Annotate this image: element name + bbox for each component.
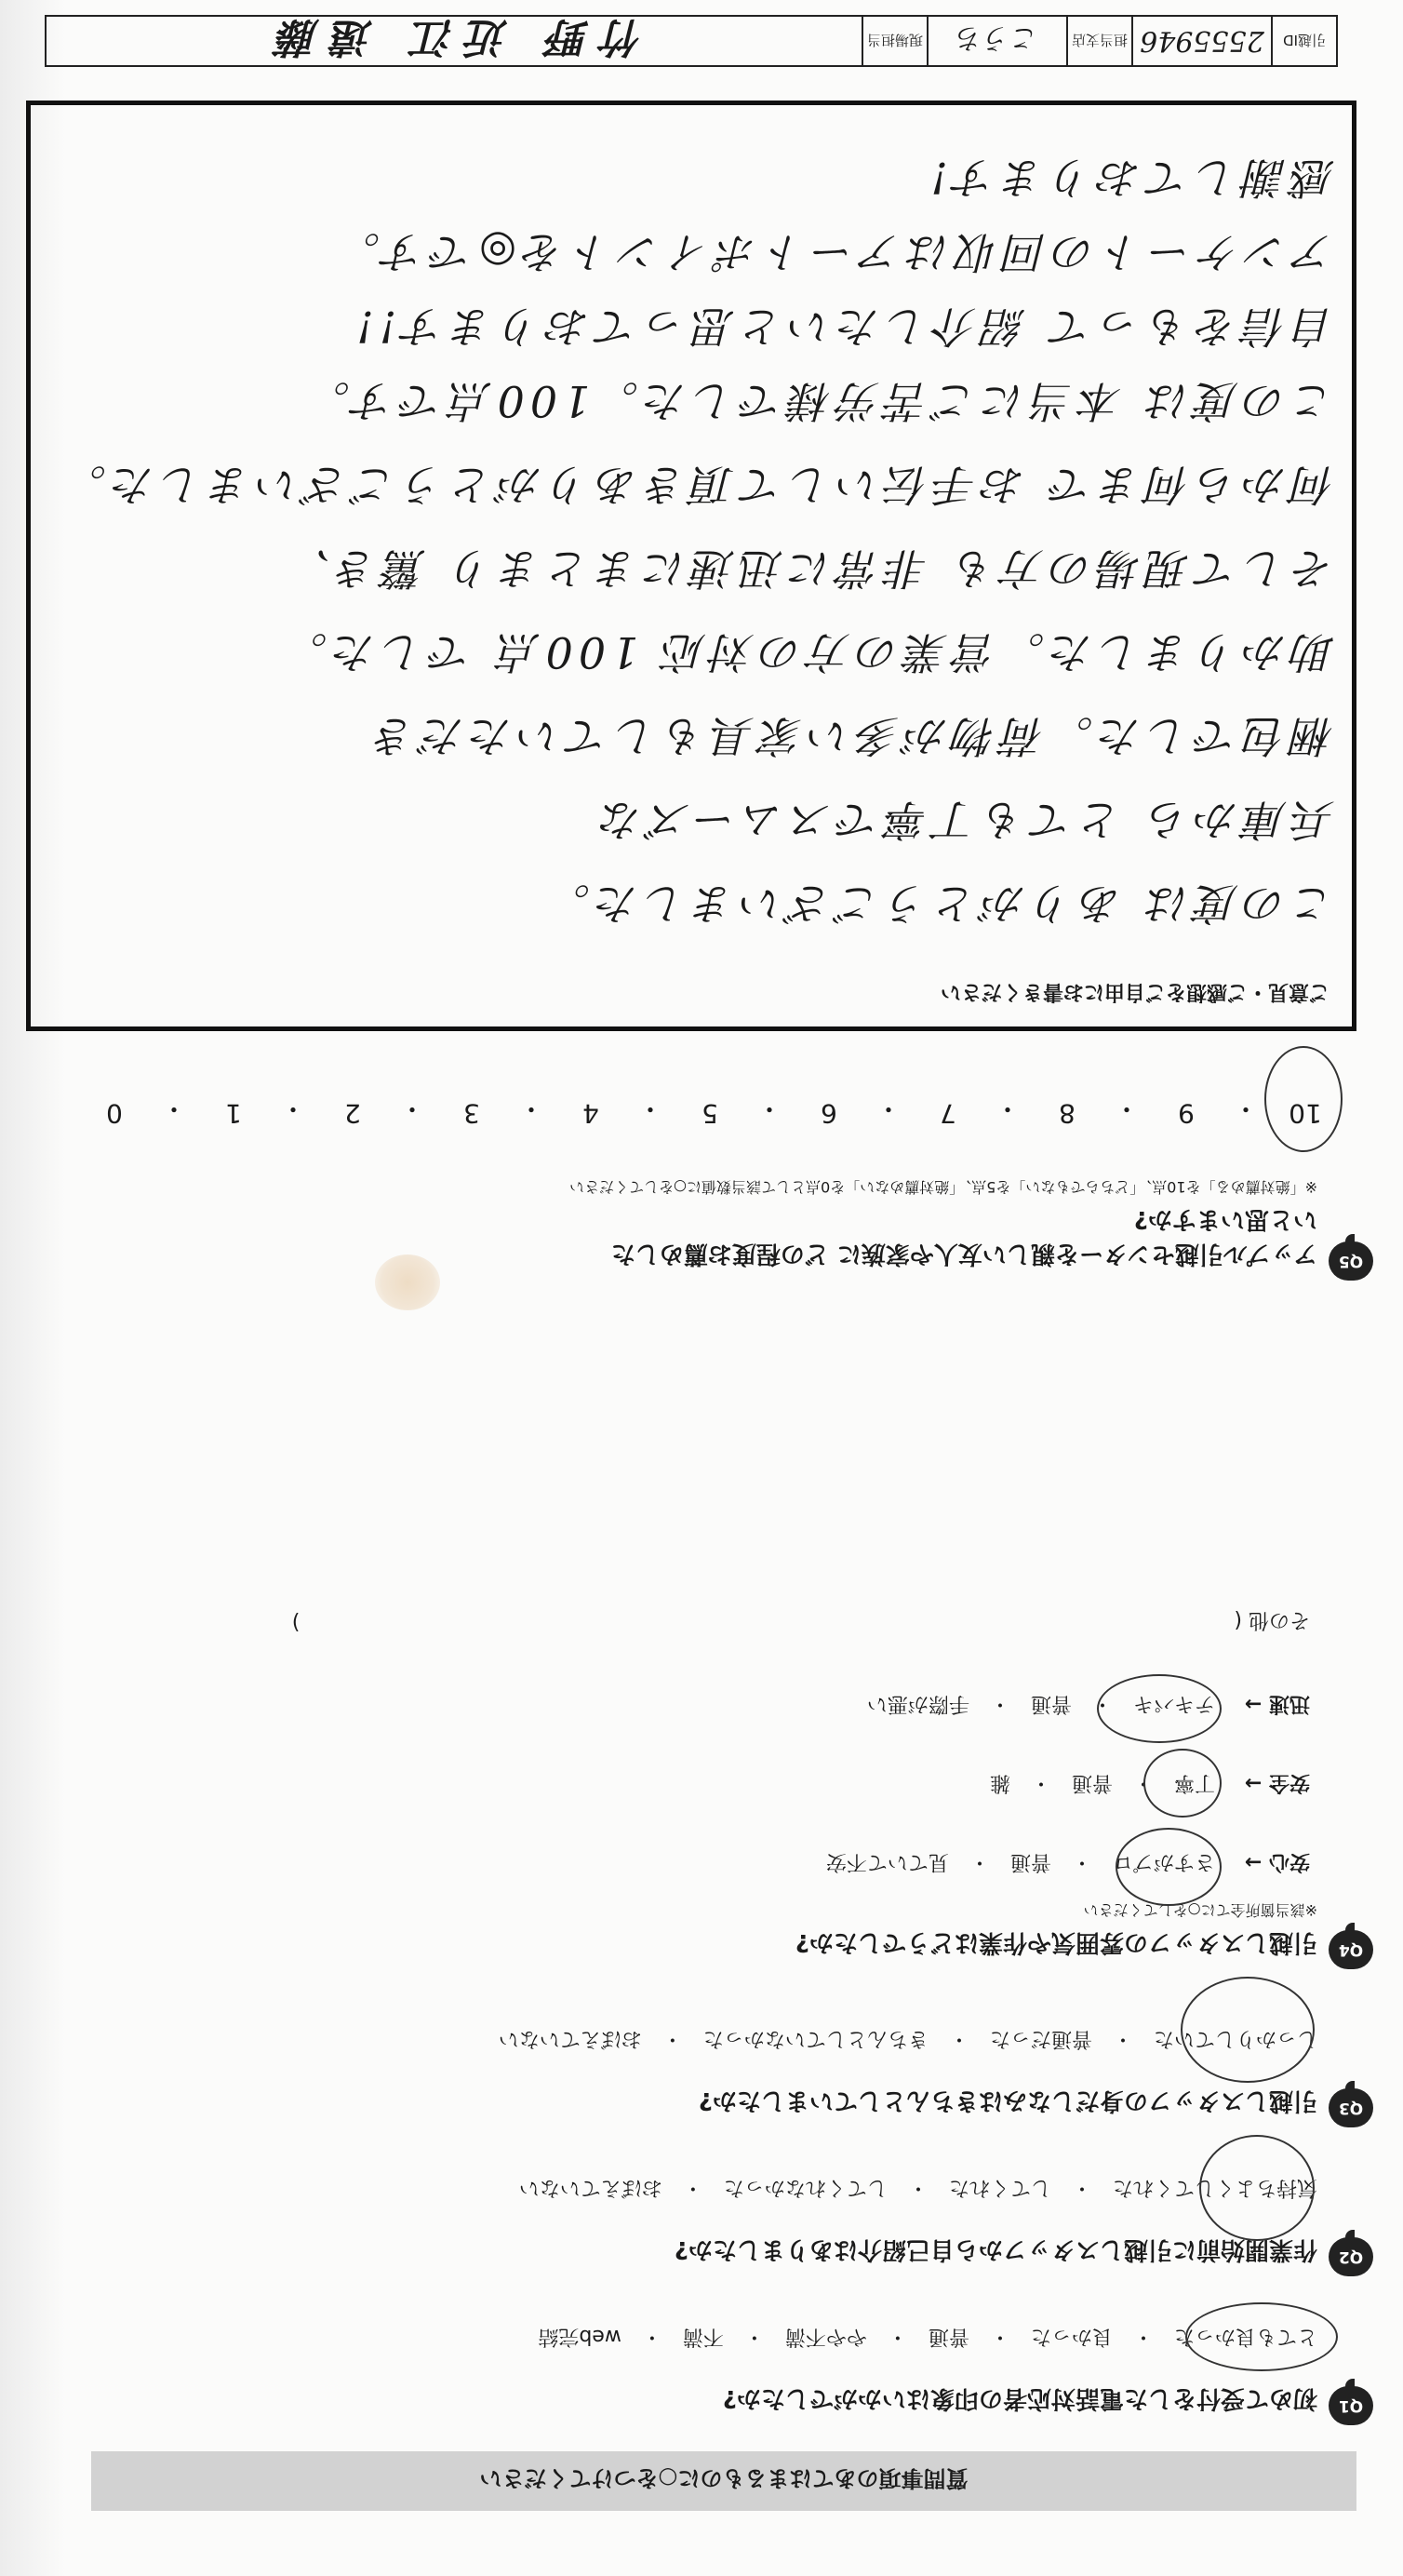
comment-line-7: この度は 本当にご苦労様でした。100点です。 bbox=[301, 376, 1335, 426]
meta-table bbox=[45, 15, 1338, 67]
q4-row-1-label: 安心 → bbox=[1244, 1850, 1310, 1873]
q5-score-5[interactable]: 5 bbox=[702, 1098, 718, 1129]
comment-line-5: そして現場の方も 非常に迅速にまとまり 驚き、 bbox=[282, 543, 1335, 594]
comment-line-8: 自信をもって 紹介したいと思っております!! bbox=[351, 302, 1335, 352]
coffee-stain bbox=[375, 1254, 440, 1310]
q4-row-3-circle bbox=[1097, 1674, 1222, 1743]
instructions-text: 質問事項のあてはまるものに○をつけてください bbox=[479, 2465, 969, 2492]
instructions-bar bbox=[91, 2451, 1356, 2511]
q4-row-1-option-1[interactable]: さすがプロ bbox=[1112, 1850, 1215, 1873]
q3-badge: Q3 bbox=[1329, 2088, 1373, 2127]
question-1 bbox=[89, 2383, 1364, 2418]
q2-option-2[interactable]: してくれた bbox=[948, 2176, 1051, 2199]
q1-option-4[interactable]: やや不満 bbox=[784, 2325, 867, 2348]
q1-option-6[interactable]: web完結 bbox=[538, 2325, 621, 2348]
q4-row-3-label: 迅速 → bbox=[1244, 1692, 1310, 1715]
q4-row-2-label: 安全 → bbox=[1244, 1771, 1310, 1794]
id-label: 引越ID bbox=[1271, 17, 1336, 65]
q1-options: とても良かった ・ 良かった ・ 普通 ・ やや不満 ・ 不満 ・ web完結 bbox=[71, 2324, 1317, 2353]
q5-score-1[interactable]: 1 bbox=[225, 1098, 242, 1129]
comments-heading: ご意見・ご感想をご自由にお書きください bbox=[940, 980, 1330, 1003]
q5-text: アップル引越センターを親しい友人や家族に どの程度お薦めしたいと思いますか? bbox=[610, 1205, 1317, 1268]
comment-line-1: この度は ありがとうございました。 bbox=[541, 879, 1335, 929]
q4-row-2-option-2[interactable]: 普通 bbox=[1071, 1771, 1113, 1794]
branch-label: 担当支店 bbox=[1066, 17, 1131, 65]
q3-options: しっかりしていた ・ 普通だった ・ きちんとしていなかった ・ おぼえていない bbox=[71, 2026, 1317, 2055]
q4-row-1-circle bbox=[1116, 1828, 1222, 1906]
q1-text: 初めて受付をした電話対応者の印象はいかがでしたか? bbox=[722, 2384, 1317, 2412]
q3-option-1[interactable]: しっかりしていた bbox=[1153, 2027, 1317, 2050]
q1-option-3[interactable]: 普通 bbox=[928, 2325, 969, 2348]
q5-badge: Q5 bbox=[1329, 1241, 1373, 1281]
id-value: 2555946 bbox=[1131, 17, 1271, 65]
q4-row-2-circle bbox=[1143, 1749, 1222, 1818]
comment-line-6: 何から何まで お手伝いして頂きありがとうございました。 bbox=[58, 460, 1335, 510]
comments-box[interactable] bbox=[26, 101, 1356, 1031]
comment-line-3: 梱包でした。荷物が多い家具もしていただき bbox=[367, 711, 1335, 761]
q4-row-3-option-2[interactable]: 普通 bbox=[1030, 1692, 1072, 1715]
branch-value: こうち bbox=[927, 17, 1066, 65]
q2-option-3[interactable]: してくれなかった bbox=[723, 2176, 888, 2199]
question-5 bbox=[89, 1177, 1364, 1273]
q1-option-5[interactable]: 不満 bbox=[682, 2325, 724, 2348]
q5-score-7[interactable]: 7 bbox=[940, 1098, 956, 1129]
q4-row-2-option-1[interactable]: 丁寧 bbox=[1173, 1771, 1215, 1794]
q3-answer-circle bbox=[1181, 1977, 1315, 2083]
q2-options: 気持ちよくしてくれた ・ してくれた ・ してくれなかった ・ おぼえていない bbox=[71, 2175, 1317, 2204]
q5-score-4[interactable]: 4 bbox=[582, 1098, 599, 1129]
comment-line-2: 兵庫から とても丁寧でスムーズな bbox=[594, 795, 1335, 845]
q2-option-1[interactable]: 気持ちよくしてくれた bbox=[1112, 2176, 1317, 2199]
q1-option-2[interactable]: 良かった bbox=[1030, 2325, 1113, 2348]
q5-scale: 10 ・ 9 ・ 8 ・ 7 ・ 6 ・ 5 ・ 4 ・ 3 ・ 2 ・ 1 ・ 0 bbox=[87, 1092, 1333, 1129]
q4-row-1-option-3[interactable]: 見ていて不安 bbox=[825, 1850, 949, 1873]
owner-value: 竹野 近江 遠藤 bbox=[264, 13, 644, 60]
q5-score-6[interactable]: 6 bbox=[821, 1098, 837, 1129]
q4-row-1-option-2[interactable]: 普通 bbox=[1009, 1850, 1051, 1873]
q4-badge: Q4 bbox=[1329, 1930, 1373, 1969]
q2-answer-circle bbox=[1199, 2135, 1315, 2241]
q4-other-close: ) bbox=[291, 1610, 301, 1633]
q1-answer-circle bbox=[1185, 2302, 1338, 2371]
q2-badge: Q2 bbox=[1329, 2237, 1373, 2276]
q3-option-2[interactable]: 普通だった bbox=[989, 2027, 1092, 2050]
q5-score-10[interactable]: 10 bbox=[1289, 1098, 1322, 1129]
q4-text: 引越しスタッフの雰囲気や作業はどうでしたか? bbox=[795, 1928, 1317, 1956]
q3-option-4[interactable]: おぼえていない bbox=[498, 2027, 642, 2050]
q4-other-label: その他 ( bbox=[1234, 1608, 1310, 1631]
q2-text: 作業開始前に引越しスタッフから自己紹介はありましたか? bbox=[674, 2235, 1317, 2263]
q5-answer-circle bbox=[1264, 1046, 1343, 1152]
comment-line-4: 助かりました。営業の方の対応 100点 でした。 bbox=[278, 627, 1335, 678]
q4-note: ※該当箇所全てに○をしてください bbox=[1083, 1901, 1317, 1919]
q4-other bbox=[63, 1607, 1310, 1636]
q5-score-8[interactable]: 8 bbox=[1059, 1098, 1076, 1129]
q4-row-jinsoku: 迅速 → テキパキ ・ 普通 ・ 手際が悪い bbox=[63, 1691, 1310, 1720]
question-2 bbox=[89, 2234, 1364, 2269]
q4-row-3-option-3[interactable]: 手際が悪い bbox=[866, 1692, 969, 1715]
q4-row-2-option-3[interactable]: 雑 bbox=[989, 1771, 1010, 1794]
q2-option-4[interactable]: おぼえていない bbox=[518, 2176, 662, 2199]
q3-option-3[interactable]: きちんとしていなかった bbox=[702, 2027, 929, 2050]
q5-score-2[interactable]: 2 bbox=[344, 1098, 361, 1129]
q4-row-anzen: 安全 → 丁寧 ・ 普通 ・ 雑 bbox=[63, 1770, 1310, 1799]
owner-label: 現場担当 bbox=[862, 17, 927, 65]
q4-row-anshin: 安心 → さすがプロ ・ 普通 ・ 見ていて不安 bbox=[63, 1849, 1310, 1878]
comment-line-9: アンケートの回収はアートポイントを◎です。 bbox=[331, 227, 1335, 277]
q3-text: 引越しスタッフの身だしなみはきちんとしていましたか? bbox=[698, 2086, 1317, 2114]
q5-score-3[interactable]: 3 bbox=[463, 1098, 480, 1129]
question-4 bbox=[89, 1900, 1364, 1962]
q5-score-9[interactable]: 9 bbox=[1178, 1098, 1195, 1129]
q5-note: ※「絶対薦める」を10点、「どちらでもない」を5点、「絶対薦めない」を0点として該当数値に○をしてください bbox=[569, 1178, 1317, 1196]
q5-score-0[interactable]: 0 bbox=[106, 1098, 123, 1129]
q1-badge: Q1 bbox=[1329, 2386, 1373, 2425]
comment-line-10: 感謝しております! bbox=[925, 153, 1335, 203]
q1-option-1[interactable]: とても良かった bbox=[1173, 2325, 1317, 2348]
q4-row-3-option-1[interactable]: テキパキ bbox=[1132, 1692, 1215, 1715]
question-3 bbox=[89, 2086, 1364, 2120]
q4-other-input[interactable] bbox=[320, 1621, 1213, 1622]
